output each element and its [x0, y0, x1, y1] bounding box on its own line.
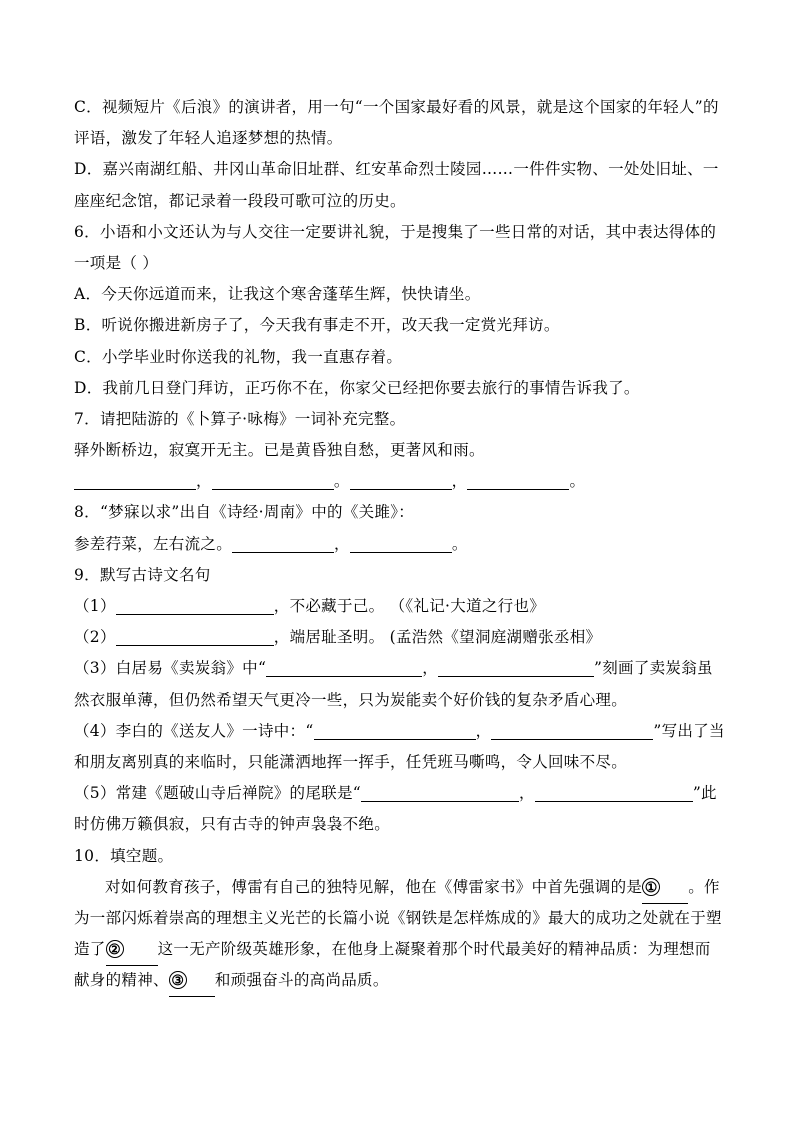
circled-number-3: ③: [169, 971, 187, 989]
answer-blank[interactable]: [350, 471, 452, 490]
answer-blank[interactable]: [438, 658, 594, 677]
option-d-line-1: D．嘉兴南湖红船、井冈山革命旧址群、红安革命烈士陵园……一件件实物、一处处旧址、一: [74, 160, 719, 179]
question-6-stem-2: 一项是（ ）: [74, 253, 159, 272]
question-10-para-line-3: 造了 ② 这一无产阶级英雄形象，在他身上凝聚着那个时代最美好的精神品质：为理想而: [74, 934, 724, 965]
answer-blank[interactable]: [116, 627, 274, 646]
question-10-title: 10．填空题。: [74, 846, 174, 865]
question-7-stem: 7．请把陆游的《卜算子·咏梅》一词补充完整。: [74, 409, 406, 428]
question-7-poem: 驿外断桥边，寂寞开无主。已是黄昏独自愁，更著风和雨。: [74, 441, 485, 460]
circled-number-1: ①: [642, 878, 660, 896]
question-6-option-d: D．我前几日登门拜访，正巧你不在，你家父已经把你要去旅行的事情告诉我了。: [74, 378, 640, 397]
answer-blank[interactable]: [266, 658, 422, 677]
question-9-item-1: （1） ，不必藏于己。 （《礼记·大道之行也》: [74, 597, 546, 615]
question-10-para-line-1: 对如何教育孩子，傅雷有自己的独特见解，他在《傅雷家书》中首先强调的是 ① 。作: [74, 872, 724, 903]
answer-blank[interactable]: [491, 721, 653, 740]
answer-blank[interactable]: [361, 783, 519, 802]
question-10-para-line-4: 献身的精神、 ③ 和顽强奋斗的高尚品质。: [74, 965, 724, 996]
question-6-option-b: B．听说你搬进新房子了，今天我有事走不开，改天我一定赏光拜访。: [74, 316, 560, 335]
question-9-item-3-cont: 然衣服单薄，但仍然希望天气更冷一些，只为炭能卖个好价钱的复杂矛盾心理。: [74, 690, 628, 709]
question-9-title: 9．默写古诗文名句: [74, 565, 211, 584]
answer-blank[interactable]: [116, 596, 274, 615]
document-page: [74, 92, 724, 996]
question-6-stem-1: 6．小语和小文还认为与人交往一定要讲礼貌，于是搜集了一些日常的对话，其中表达得体的: [74, 222, 717, 241]
question-8-blanks: 参差荇菜，左右流之。 ， 。: [74, 534, 468, 553]
question-9-item-4-cont: 和朋友离别真的来临时，只能潇洒地挥一挥手，任凭班马嘶鸣，令人回味不尽。: [74, 752, 628, 771]
answer-blank-2[interactable]: [106, 934, 158, 966]
answer-blank[interactable]: [212, 471, 334, 490]
question-8-stem: 8．“梦寐以求”出自《诗经·周南》中的《关雎》：: [74, 503, 415, 522]
question-10-para-line-2: 为一部闪烁着崇高的理想主义光芒的长篇小说《钢铁是怎样炼成的》最大的成功之处就在于塑: [74, 908, 722, 927]
question-7-blanks: ， 。 ， 。: [74, 466, 724, 497]
question-9-item-2: （2） ，端居耻圣明。 (孟浩然《望洞庭湖赠张丞相》: [74, 628, 602, 647]
answer-blank[interactable]: [232, 534, 334, 553]
answer-blank[interactable]: [467, 471, 569, 490]
answer-blank-3[interactable]: [169, 965, 215, 997]
answer-blank[interactable]: [535, 783, 693, 802]
circled-number-2: ②: [106, 940, 124, 958]
option-c-line-2: 评语，激发了年轻人追逐梦想的热情。: [74, 129, 343, 148]
question-9-item-4: （4）李白的《送友人》一诗中：“ ， ”写出了当: [74, 721, 725, 740]
question-9-item-3: （3）白居易《卖炭翁》中“ ， ”刻画了卖炭翁虽: [74, 659, 713, 678]
answer-blank[interactable]: [314, 721, 476, 740]
option-c-line-1: C．视频短片《后浪》的演讲者，用一句“一个国家最好看的风景，就是这个国家的年轻人”的: [74, 98, 719, 116]
question-9-item-5: （5）常建《题破山寺后禅院》的尾联是“ ， ”此: [74, 784, 717, 803]
answer-blank[interactable]: [350, 534, 452, 553]
question-9-item-5-cont: 时仿佛万籁俱寂，只有古寺的钟声袅袅不绝。: [74, 815, 391, 834]
answer-blank[interactable]: [74, 471, 196, 490]
question-6-option-a: A．今天你远道而来，让我这个寒舍蓬荜生辉，快快请坐。: [74, 285, 481, 304]
answer-blank-1[interactable]: [642, 872, 688, 904]
option-d-line-2: 座座纪念馆，都记录着一段段可歌可泣的历史。: [74, 191, 406, 210]
question-6-option-c: C．小学毕业时你送我的礼物，我一直惠存着。: [74, 347, 403, 366]
